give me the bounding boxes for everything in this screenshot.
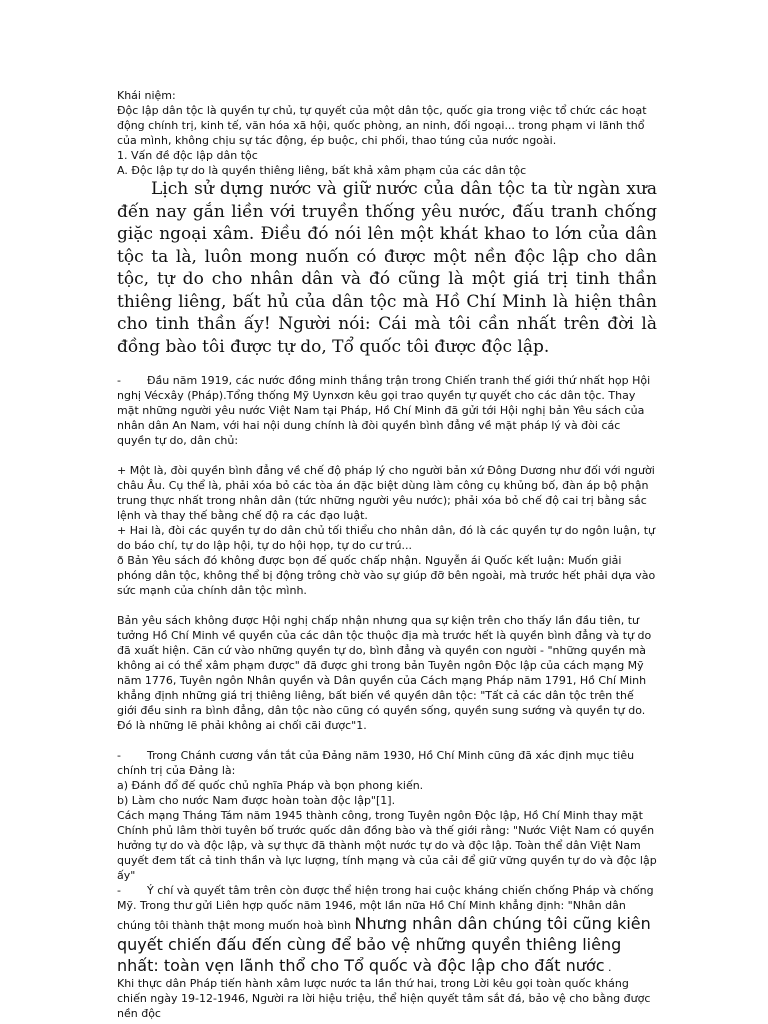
paragraph-hai-la: + Hai là, đòi các quyền tự do dân chủ tối thiểu cho nhân dân, đó là các quyền tự do ngôn luận, tự do báo chí, tự do lập hội, tự do hội họp, tự do cư trú... (117, 524, 655, 552)
section-heading-a: A. Độc lập tự do là quyền thiêng liêng, bất khả xâm phạm của các dân tộc (117, 164, 527, 177)
paragraph-1930 (117, 748, 657, 778)
section-heading-1: 1. Vấn đề độc lập dân tộc (117, 149, 258, 162)
serif-intro-text: Lịch sử dựng nước và giữ nước của dân tộc ta từ ngàn xưa đến nay gắn liền với truyền thống yêu nước, đấu tranh chống giặc ngoại xâm. Điều đó nói lên một khát khao to lớn của dân tộc ta là, luôn mong nuốn có được một nền độc lập cho dân tộc, tự do cho nhân dân và đó cũng là một giá trị tinh thần thiêng liêng, bất hủ của dân tộc mà Hồ Chí Minh là hiện thân cho tinh thần ấy! Người nói: Cái mà tôi cần nhất trên đời là đồng bào tôi được tự do, Tổ quốc tôi được độc lập. (117, 179, 657, 357)
document-content (117, 88, 657, 1021)
paragraph-mot-la: + Một là, đòi quyền bình đẳng về chế độ pháp lý cho người bản xứ Đông Dương như đối với người châu Âu. Cụ thể là, phải xóa bỏ các tòa án đặc biệt dùng làm công cụ khủng bố, đàn áp bộ phận trung thực nhất trong nhân dân (tức những người yêu nước); phải xóa bỏ chế độ cai trị bằng sắc lệnh và thay thế bằng chế độ ra các đạo luật. (117, 464, 655, 522)
dash-marker: - (117, 749, 121, 762)
serif-intro-paragraph (117, 178, 657, 358)
spacer (117, 598, 657, 613)
paragraph-y-chi-end: . (604, 961, 612, 974)
heading-khai-niem: Khái niệm: (117, 89, 176, 102)
spacer (117, 448, 657, 463)
paragraph-1930-text: Trong Chánh cương vắn tắt của Đảng năm 1930, Hồ Chí Minh cũng đã xác định mục tiêu chính trị của Đảng là: (117, 749, 635, 777)
paragraph-y-chi (117, 883, 657, 976)
spacer (117, 733, 657, 748)
list-item-b: b) Làm cho nước Nam được hoàn toàn độc lập"[1]. (117, 794, 396, 807)
paragraph-1919 (117, 373, 657, 448)
paragraph-1919-text: Đầu năm 1919, các nước đồng minh thắng trận trong Chiến tranh thế giới thứ nhất họp Hội nghị Vécxây (Pháp).Tổng thống Mỹ Uynxơn kêu gọi trao quyền tự quyết cho các dân tộc. Thay mặt những người yêu nước Việt Nam tại Pháp, Hồ Chí Minh đã gửi tới Hội nghị bản Yêu sách của nhân dân An Nam, với hai nội dung chính là đòi quyền bình đẳng về mặt pháp lý và đòi các quyền tự do, dân chủ: (117, 374, 651, 447)
spacer (117, 358, 657, 373)
paragraph-y-chi-text: Ý chí và quyết tâm trên còn được thể hiện trong hai cuộc kháng chiến chống Pháp và chống Mỹ. Trong thư gửi Liên hợp quốc năm 1946, một lần nữa Hồ Chí Minh khẳng định: "Nhân dân chúng tôi thành thật mong muốn hoà bình (117, 884, 654, 932)
list-item-a: a) Đánh đổ đế quốc chủ nghĩa Pháp và bọn phong kiến. (117, 779, 424, 792)
paragraph-ban-yeu-sach: ð Bản Yêu sách đó không được bọn đế quốc chấp nhận. Nguyễn ái Quốc kết luận: Muốn giải phóng dân tộc, không thể bị động trông chờ vào sự giúp đỡ bên ngoài, mà trước hết phải dựa vào sức mạnh của chính dân tộc mình. (117, 554, 656, 597)
paragraph-y-chi-emphasis: Nhưng nhân dân chúng tôi cũng kiên quyết chiến đấu đến cùng để bảo vệ những quyền thiêng liêng nhất: toàn vẹn lãnh thổ cho Tổ quốc và độc lập cho đất nước (117, 914, 651, 975)
definition-paragraph: Độc lập dân tộc là quyền tự chủ, tự quyết của một dân tộc, quốc gia trong việc tổ chức các hoạt động chính trị, kinh tế, văn hóa xã hội, quốc phòng, an ninh, đối ngoại... trong phạm vi lãnh thổ của mình, không chịu sự tác động, ép buộc, chi phối, thao túng của nước ngoài. (117, 104, 647, 147)
dash-marker: - (117, 374, 121, 387)
paragraph-1945: Cách mạng Tháng Tám năm 1945 thành công, trong Tuyên ngôn Độc lập, Hồ Chí Minh thay mặt Chính phủ lâm thời tuyên bố trước quốc dân đồng bào và thế giới rằng: "Nước Việt Nam có quyền hưởng tự do và độc lập, và sự thực đã thành một nước tự do và độc lập. Toàn thể dân Việt Nam quyết đem tất cả tinh thần và lực lượng, tính mạng và của cải để giữ vững quyền tự do và độc lập ấy" (117, 809, 657, 882)
paragraph-hoi-nghi: Bản yêu sách không được Hội nghị chấp nhận nhưng qua sự kiện trên cho thấy lần đầu tiên, tư tưởng Hồ Chí Minh về quyền của các dân tộc thuộc địa mà trước hết là quyền bình đẳng và tự do đã xuất hiện. Căn cứ vào những quyền tự do, bình đẳng và quyền con người - "những quyền mà không ai có thể xâm phạm được" đã được ghi trong bản Tuyên ngôn Độc lập của cách mạng Mỹ năm 1776, Tuyên ngôn Nhân quyền và Dân quyền của Cách mạng Pháp năm 1791, Hồ Chí Minh khẳng định những giá trị thiêng liêng, bất biến về quyền dân tộc: "Tất cả các dân tộc trên thế giới đều sinh ra bình đẳng, dân tộc nào cũng có quyền sống, quyền sung sướng và quyền tự do. Đó là những lẽ phải không ai chối cãi được"1. (117, 614, 652, 732)
dash-marker: - (117, 884, 121, 897)
paragraph-khi-thuc-dan: Khi thực dân Pháp tiến hành xâm lược nước ta lần thứ hai, trong Lời kêu gọi toàn quốc kháng chiến ngày 19-12-1946, Người ra lời hiệu triệu, thể hiện quyết tâm sắt đá, bảo vệ cho bằng được nền độc (117, 977, 651, 1020)
